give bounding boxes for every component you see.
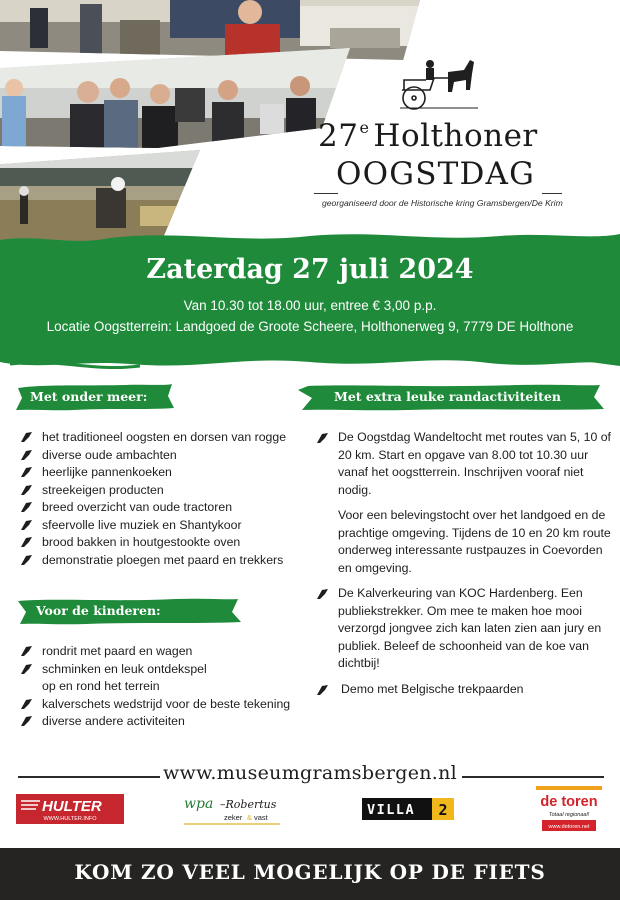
walking-tour-text: De Oogstdag Wandeltocht met routes van 5, 10 of 20 km. Start en opgave van 8.00 tot 10.30 uur vanaf het oogstterrein. Inschrijven vooraf niet nodig. [338,430,611,497]
wpa-tag-b: vast [254,813,268,822]
sponsor-villa-logo [362,798,454,820]
calf-show-text: De Kalverkeuring van KOC Hardenberg. Een publiekstrekker. Om mee te maken hoe mooi verzorgd jongvee zich kan laten zien aan jury en publiek. Beleef de schoonheid van de koe van dichtbij! [338,586,602,670]
brush-bullet-icon [20,449,33,461]
section-head-kids [16,596,241,626]
brush-bullet-icon [20,645,33,657]
section-head-main [14,382,174,412]
brush-bullet-icon [20,484,33,496]
horse-cart-logo-icon [400,50,478,112]
draft-horses-text: Demo met Belgische trekpaarden [341,681,524,696]
event-title-line2: OOGSTDAG [336,156,536,192]
list-item-walking-tour [316,429,616,577]
brush-bullet-icon [20,501,33,513]
brush-bullet-icon [20,554,33,566]
list-item: schminken en leuk ontdekspel op en rond het terrein [20,661,290,696]
toren-tag: Totaal regionaal! [548,812,590,818]
section-title-extra: Met extra leuke randactiviteiten [334,389,561,404]
photo-pancake-bakers [0,48,350,148]
brush-bullet-icon [20,698,33,710]
kids-activities-list [20,643,290,731]
wpa-name: wpa [184,796,214,812]
cta-text: KOM ZO VEEL MOGELIJK OP DE FIETS [74,860,546,884]
event-title-line1 [318,118,538,154]
list-item: brood bakken in houtgestookte oven [20,534,286,552]
villa-suffix: 2 [438,801,448,819]
list-item: het traditioneel oogsten en dorsen van rogge [20,429,286,447]
brush-bullet-icon [316,684,329,696]
brush-bullet-icon [316,432,329,444]
villa-name: VILLA [367,802,416,818]
sponsor-detoren-logo [532,786,606,834]
wpa-tag-a: zeker [224,813,243,822]
event-location: Locatie Oogstterrein: Landgoed de Groote Scheere, Holthonerweg 9, 7779 DE Holthone [46,319,574,334]
list-item-calf-show [316,585,616,673]
brush-bullet-icon [316,588,329,600]
edition-number: 27 [318,118,359,154]
list-item-draft-horses [316,681,616,699]
sponsor-hulter-logo [16,794,124,824]
website-link[interactable]: www.museumgramsbergen.nl [162,762,458,784]
list-item: sfeervolle live muziek en Shantykoor [20,517,286,535]
hulter-url: WWW.HULTER.INFO [43,816,97,822]
section-title-main: Met onder meer: [30,389,148,404]
toren-url: www.detoren.net [548,824,590,830]
list-item: diverse andere activiteiten [20,713,290,731]
organizer-credit: georganiseerd door de Historische kring Gramsbergen/De Krim [322,198,563,208]
wpa-sub: –Robertus [220,798,277,811]
brush-bullet-icon [20,536,33,548]
brush-bullet-icon [20,519,33,531]
event-date: Zaterdag 27 juli 2024 [146,254,474,285]
activities-list [20,429,286,569]
list-item: rondrit met paard en wagen [20,643,290,661]
wpa-tag-amp: & [247,813,253,822]
title-rule-right [542,193,562,194]
toren-name: de toren [540,794,598,810]
list-item: heerlijke pannenkoeken [20,464,286,482]
event-time-entry: Van 10.30 tot 18.00 uur, entree € 3,00 p.p. [183,298,437,313]
title-name: Holthoner [373,118,538,154]
extra-activities-list [316,429,616,706]
section-head-extra [298,382,604,412]
edition-suffix: e [359,118,370,137]
sponsor-wpa-logo [180,794,290,826]
photo-market-stalls [0,0,420,60]
list-item-continuation: op en rond het terrein [42,679,160,693]
list-item: demonstratie ploegen met paard en trekkers [20,552,286,570]
hulter-name: HULTER [42,798,102,815]
brush-bullet-icon [20,431,33,443]
brush-bullet-icon [20,715,33,727]
list-item: breed overzicht van oude tractoren [20,499,286,517]
brush-bullet-icon [20,663,33,675]
title-rule-left [314,193,338,194]
brush-bullet-icon [20,466,33,478]
section-title-kids: Voor de kinderen: [36,603,161,618]
photo-harvesting-field [0,150,200,245]
list-item: diverse oude ambachten [20,447,286,465]
list-item: kalverschets wedstrijd voor de beste tekening [20,696,290,714]
walking-tour-detail: Voor een belevingstocht over het landgoed en de prachtige omgeving. Tijdens de 10 en 20 km route onderweg interessante rustpauzes in Coevorden en omgeving. [338,508,611,575]
list-item: streekeigen producten [20,482,286,500]
